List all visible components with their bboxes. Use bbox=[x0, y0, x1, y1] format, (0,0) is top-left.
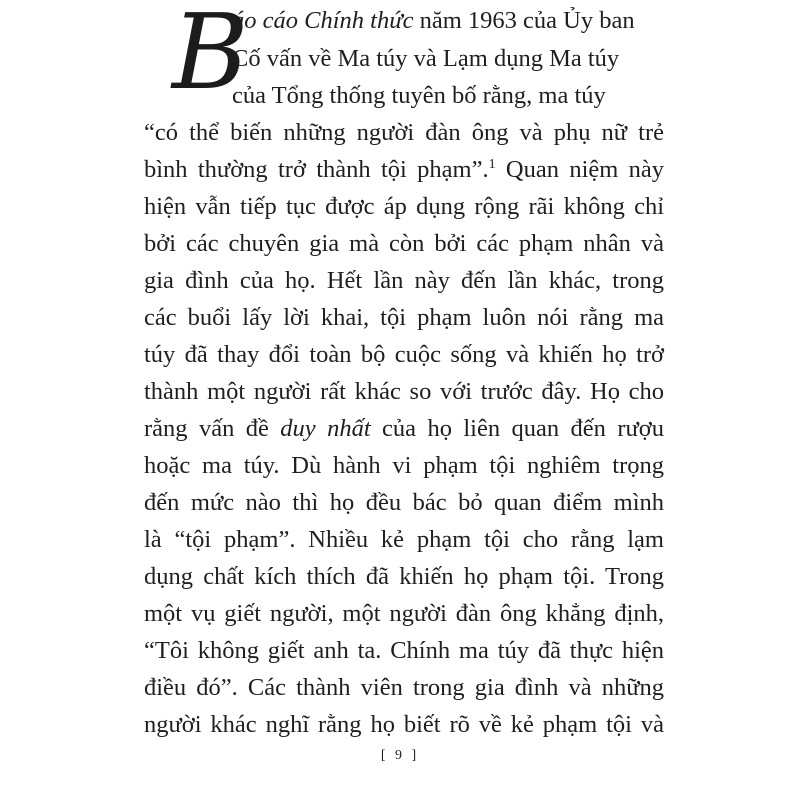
text-line: hiện vẫn tiếp tục được áp dụng rộng rãi không chỉ bbox=[144, 193, 664, 220]
text-line: là “tội phạm”. Nhiều kẻ phạm tội cho rằng lạm bbox=[144, 526, 664, 553]
text-segment: Quan niệm này bbox=[495, 156, 664, 183]
drop-cap-letter: B bbox=[172, 0, 249, 113]
footnote-marker: 1 bbox=[488, 157, 496, 172]
text-line: “có thể biến những người đàn ông và phụ nữ trẻ bbox=[144, 119, 664, 146]
text-line: “Tôi không giết anh ta. Chính ma túy đã thực hiện bbox=[144, 637, 664, 664]
text-line: dụng chất kích thích đã khiến họ phạm tội. Trong bbox=[144, 563, 664, 590]
text-line: người khác nghĩ rằng họ biết rõ về kẻ phạm tội và bbox=[144, 711, 664, 738]
page-number: [ 9 ] bbox=[380, 748, 420, 763]
text-segment: của họ liên quan đến rượu bbox=[370, 415, 664, 442]
text-line: gia đình của họ. Hết lần này đến lần khác, trong bbox=[144, 267, 664, 294]
text-segment: rằng vấn đề bbox=[144, 415, 281, 442]
text-line: Cố vấn về Ma túy và Lạm dụng Ma túy bbox=[232, 45, 620, 72]
text-line: một vụ giết người, một người đàn ông khẳng định, bbox=[144, 600, 664, 627]
text-line: các buổi lấy lời khai, tội phạm luôn nói rằng ma bbox=[144, 304, 664, 331]
text-line: của Tổng thống tuyên bố rằng, ma túy bbox=[232, 82, 606, 109]
text-line bbox=[144, 414, 664, 444]
text-line: điều đó”. Các thành viên trong gia đình và những bbox=[144, 674, 664, 701]
text-segment: bình thường trở thành tội phạm”. bbox=[144, 156, 489, 183]
text-line: hoặc ma túy. Dù hành vi phạm tội nghiêm trọng bbox=[144, 452, 664, 479]
text-line bbox=[144, 155, 664, 185]
text-line: bởi các chuyên gia mà còn bởi các phạm nhân và bbox=[144, 230, 664, 257]
italic-text: duy nhất bbox=[280, 415, 371, 442]
text-line: thành một người rất khác so với trước đây. Họ cho bbox=[144, 378, 664, 405]
text-line bbox=[232, 6, 664, 36]
text-segment: năm 1963 của Ủy ban bbox=[413, 7, 635, 34]
text-line: đến mức nào thì họ đều bác bỏ quan điểm mình bbox=[144, 489, 664, 516]
italic-text: áo cáo Chính thức bbox=[232, 7, 414, 34]
text-line: túy đã thay đổi toàn bộ cuộc sống và khiến họ trở bbox=[144, 341, 664, 368]
